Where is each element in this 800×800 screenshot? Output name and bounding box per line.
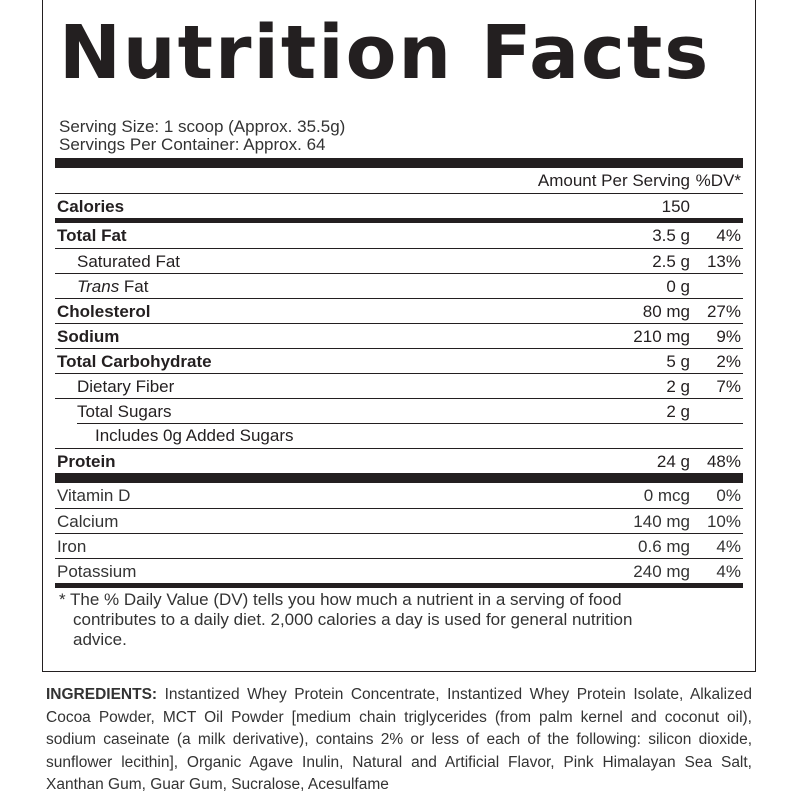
nutrient-dv: 27%: [706, 302, 741, 321]
vitamin-amount: 0 mcg: [643, 486, 690, 505]
nutrient-amount: 80 mg: [642, 302, 690, 321]
nutrient-name: Cholesterol: [57, 302, 151, 321]
nutrient-row: [55, 323, 743, 348]
footnote-line: * The % Daily Value (DV) tells you how much a nutrient in a serving of food: [59, 590, 622, 609]
ingredients-paragraph: [46, 684, 752, 797]
nutrient-name: Sodium: [57, 327, 120, 346]
nutrient-row: [55, 423, 743, 448]
vitamin-amount: 140 mg: [633, 512, 690, 531]
vitamin-dv: 4%: [716, 537, 741, 556]
amount-header-row: [55, 169, 743, 193]
vitamin-name: Iron: [57, 537, 87, 556]
nutrient-amount: 2.5 g: [652, 252, 690, 271]
nutrient-row: [55, 248, 743, 273]
daily-value-footnote: [59, 590, 739, 650]
nutrient-amount: 2 g: [666, 377, 690, 396]
thick-divider-top: [55, 158, 743, 168]
nutrient-dv: 7%: [716, 377, 741, 396]
nutrient-amount: 0 g: [666, 277, 690, 296]
vitamin-row: [55, 533, 743, 558]
nutrient-row: [55, 298, 743, 323]
vitamin-name: Calcium: [57, 512, 119, 531]
nutrient-dv: 13%: [706, 252, 741, 271]
nutrition-facts-title: Nutrition Facts: [59, 10, 711, 96]
nutrient-row: [55, 348, 743, 373]
nutrient-dv: 4%: [716, 226, 741, 245]
trans-fat-suffix: Fat: [119, 277, 149, 296]
macronutrient-table: [55, 193, 743, 218]
vitamin-dv: 10%: [706, 512, 741, 531]
nutrient-name: Protein: [57, 452, 116, 471]
nutrient-row: [55, 223, 743, 248]
vitamin-dv: 4%: [716, 562, 741, 581]
servings-per-container: Servings Per Container: Approx. 64: [59, 135, 326, 154]
nutrient-amount: 24 g: [656, 452, 690, 471]
vitamin-name: Potassium: [57, 562, 137, 581]
vitamin-dv: 0%: [716, 486, 741, 505]
ingredients-text: Instantized Whey Protein Concentrate, Instantized Whey Protein Isolate, Alkalized Cocoa Powder, MCT Oil Powder [medium chain triglycerides (from palm kernel and coconut oil), sodium caseinate (a milk derivative), contains 2% or less of each of the following: silicon dioxide, sunflower lecithin], Organic Agave Inulin, Natural and Artificial Flavor, Pink Himalayan Sea Salt, Xanthan Gum, Guar Gum, Sucralose, Acesulfame: [46, 686, 752, 793]
nutrient-table: [55, 223, 743, 473]
nutrient-name: Total Sugars: [77, 402, 172, 421]
ingredients-label: INGREDIENTS:: [46, 686, 158, 703]
vitamin-amount: 240 mg: [633, 562, 690, 581]
nutrient-amount: 3.5 g: [652, 226, 690, 245]
nutrient-name: [77, 274, 149, 299]
nutrient-amount: 210 mg: [633, 327, 690, 346]
footnote-line: contributes to a daily diet. 2,000 calories a day is used for general nutrition: [73, 610, 633, 629]
nutrient-row: [55, 398, 743, 423]
footnote-line: advice.: [73, 630, 127, 649]
nutrient-row: [55, 273, 743, 298]
nutrient-amount: 5 g: [666, 352, 690, 371]
vitamin-amount: 0.6 mg: [638, 537, 690, 556]
calories-value: 150: [661, 197, 690, 216]
nutrition-facts-panel: [42, 0, 756, 672]
nutrient-name: Total Carbohydrate: [57, 352, 212, 371]
calories-row: [55, 193, 743, 218]
vitamin-row: [55, 483, 743, 508]
vitamin-name: Vitamin D: [57, 486, 131, 505]
nutrient-name: Saturated Fat: [77, 252, 181, 271]
serving-size: Serving Size: 1 scoop (Approx. 35.5g): [59, 117, 346, 136]
nutrient-dv: 9%: [716, 327, 741, 346]
amount-per-serving-header: Amount Per Serving: [537, 171, 690, 190]
serving-info: [59, 118, 345, 154]
thick-divider-vitamins: [55, 473, 743, 483]
vitamin-row: [55, 558, 743, 583]
daily-value-header: %DV*: [695, 171, 741, 190]
nutrient-dv: 2%: [716, 352, 741, 371]
nutrient-name: Dietary Fiber: [77, 377, 175, 396]
trans-italic: Trans: [77, 277, 120, 296]
calories-label: Calories: [57, 197, 125, 216]
nutrient-dv: 48%: [706, 452, 741, 471]
nutrient-row: [55, 373, 743, 398]
nutrient-name: Total Fat: [57, 226, 127, 245]
nutrient-row: [55, 448, 743, 473]
vitamin-table: [55, 483, 743, 583]
nutrient-name: Includes 0g Added Sugars: [95, 426, 294, 445]
vitamin-row: [55, 508, 743, 533]
nutrient-amount: 2 g: [666, 402, 690, 421]
medium-divider-footnote: [55, 583, 743, 588]
